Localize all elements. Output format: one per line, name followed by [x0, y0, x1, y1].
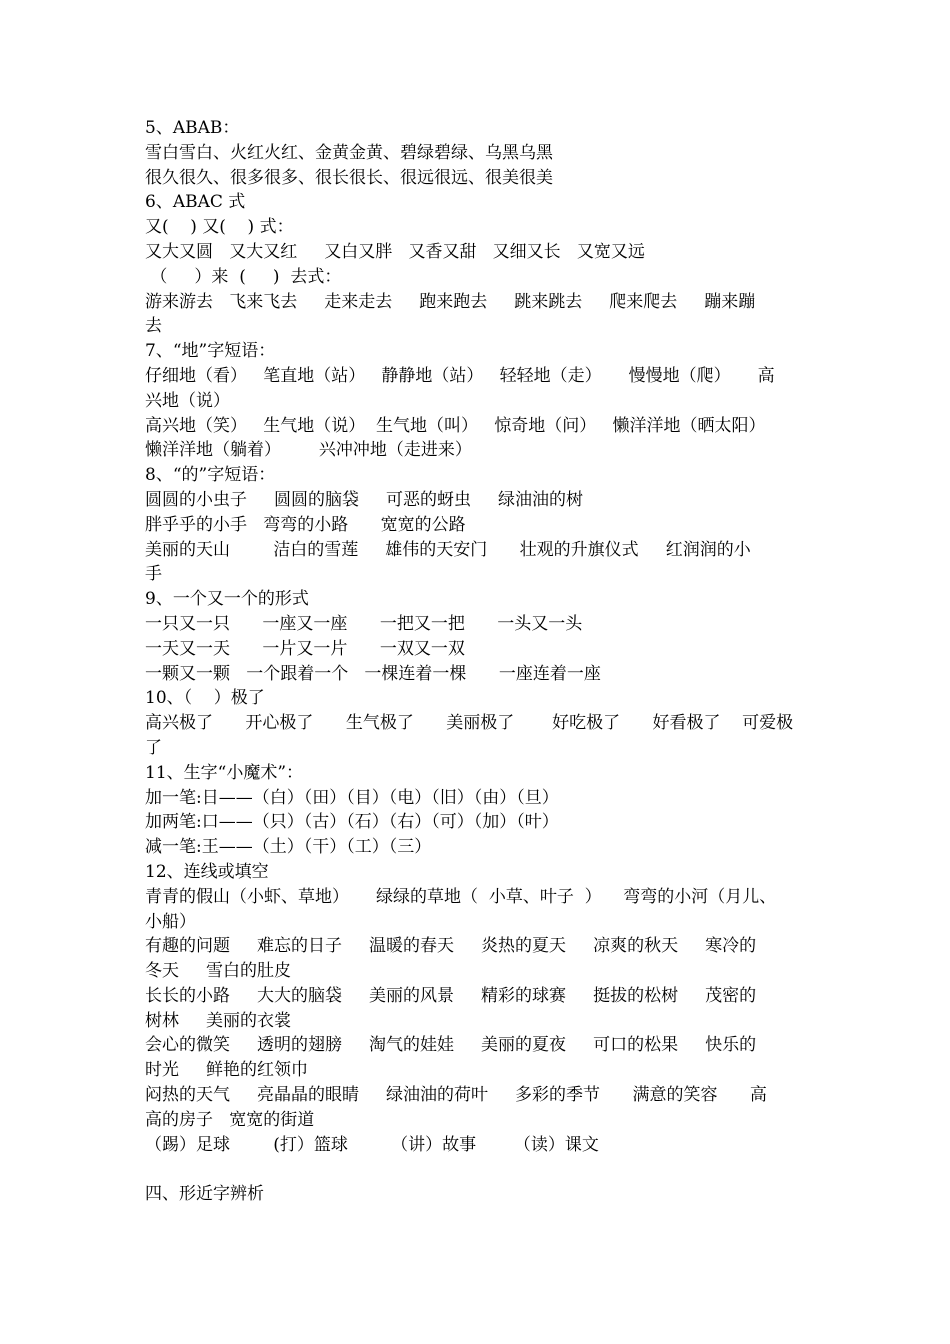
- text-line: 又( ) 又( ) 式：: [145, 217, 294, 238]
- text-line: 时光 鲜艳的红领巾: [145, 1060, 309, 1081]
- text-line: 青青的假山（小虾、草地） 绿绿的草地（ 小草、叶子 ） 弯弯的小河（月儿、: [145, 886, 777, 907]
- text-line: 12、连线或填空: [145, 861, 269, 882]
- text-line: 圆圆的小虫子 圆圆的脑袋 可恶的蚜虫 绿油油的树: [145, 489, 584, 510]
- text-line: 又大又圆 又大又红 又白又胖 又香又甜 又细又长 又宽又远: [145, 241, 645, 262]
- text-line: 小船）: [145, 911, 196, 932]
- text-line: 闷热的天气 亮晶晶的眼睛 绿油油的荷叶 多彩的季节 满意的笑容 高: [145, 1085, 767, 1106]
- text-line: 7、“地”字短语：: [145, 341, 276, 362]
- text-line: 8、“的”字短语：: [145, 465, 276, 486]
- text-line: 手: [145, 564, 162, 585]
- text-line: 11、生字“小魔术”：: [145, 762, 304, 783]
- text-line: 胖乎乎的小手 弯弯的小路 宽宽的公路: [145, 514, 466, 535]
- blank-line: [145, 1157, 815, 1182]
- text-line: 冬天 雪白的肚皮: [145, 961, 292, 982]
- text-line: 一颗又一颗 一个跟着一个 一棵连着一棵 一座连着一座: [145, 663, 601, 684]
- text-line: 美丽的天山 洁白的雪莲 雄伟的天安门 壮观的升旗仪式 红润润的小: [145, 539, 751, 560]
- text-line: 有趣的问题 难忘的日子 温暖的春天 炎热的夏天 凉爽的秋天 寒冷的: [145, 936, 757, 957]
- text-line: 加两笔:口——（只）（古）（石）（右）（可）（加）（叶）: [145, 812, 559, 833]
- text-line: （踢）足球 (打）篮球 （讲）故事 （读）课文: [145, 1134, 599, 1155]
- text-line: 长长的小路 大大的脑袋 美丽的风景 精彩的球赛 挺拔的松树 茂密的: [145, 985, 757, 1006]
- text-line: 仔细地（看） 笔直地（站） 静静地（站） 轻轻地（走） 慢慢地（爬） 高: [145, 365, 775, 386]
- text-line: 一天又一天 一片又一片 一双又一双: [145, 638, 465, 659]
- text-line: 10、（ ）极了: [145, 688, 265, 709]
- text-line: 高的房子 宽宽的街道: [145, 1109, 315, 1130]
- text-line: 减一笔:王——（土）（干）（工）（三）: [145, 837, 432, 858]
- text-line: 加一笔:日——（白）（田）（目）（电）（旧）（由）（旦）: [145, 787, 559, 808]
- text-line: 雪白雪白、火红火红、金黄金黄、碧绿碧绿、乌黑乌黑: [145, 142, 553, 163]
- text-line: （ ）来 ( ) 去式：: [145, 266, 342, 287]
- text-line: 高兴极了 开心极了 生气极了 美丽极了 好吃极了 好看极了 可爱极: [145, 713, 794, 734]
- text-line: 去: [145, 316, 162, 337]
- text-line: 四、形近字辨析: [145, 1184, 264, 1205]
- text-line: 一只又一只 一座又一座 一把又一把 一头又一头: [145, 613, 583, 634]
- text-line: 会心的微笑 透明的翅膀 淘气的娃娃 美丽的夏夜 可口的松果 快乐的: [145, 1035, 757, 1056]
- document-page: [145, 116, 815, 1207]
- text-line: 9、一个又一个的形式: [145, 589, 309, 610]
- text-line: 高兴地（笑） 生气地（说） 生气地（叫） 惊奇地（问） 懒洋洋地（晒太阳）: [145, 415, 766, 436]
- text-line: 游来游去 飞来飞去 走来走去 跑来跑去 跳来跳去 爬来爬去 蹦来蹦: [145, 291, 756, 312]
- text-line: 兴地（说）: [145, 390, 230, 411]
- text-line: 6、ABAC 式: [145, 192, 246, 213]
- text-line: 懒洋洋地（躺着） 兴冲冲地（走进来）: [145, 440, 472, 461]
- text-line: 5、ABAB：: [145, 118, 240, 138]
- text-line: 很久很久、很多很多、很长很长、很远很远、很美很美: [145, 167, 553, 188]
- text-line: 树林 美丽的衣裳: [145, 1010, 292, 1031]
- text-line: 了: [145, 737, 162, 758]
